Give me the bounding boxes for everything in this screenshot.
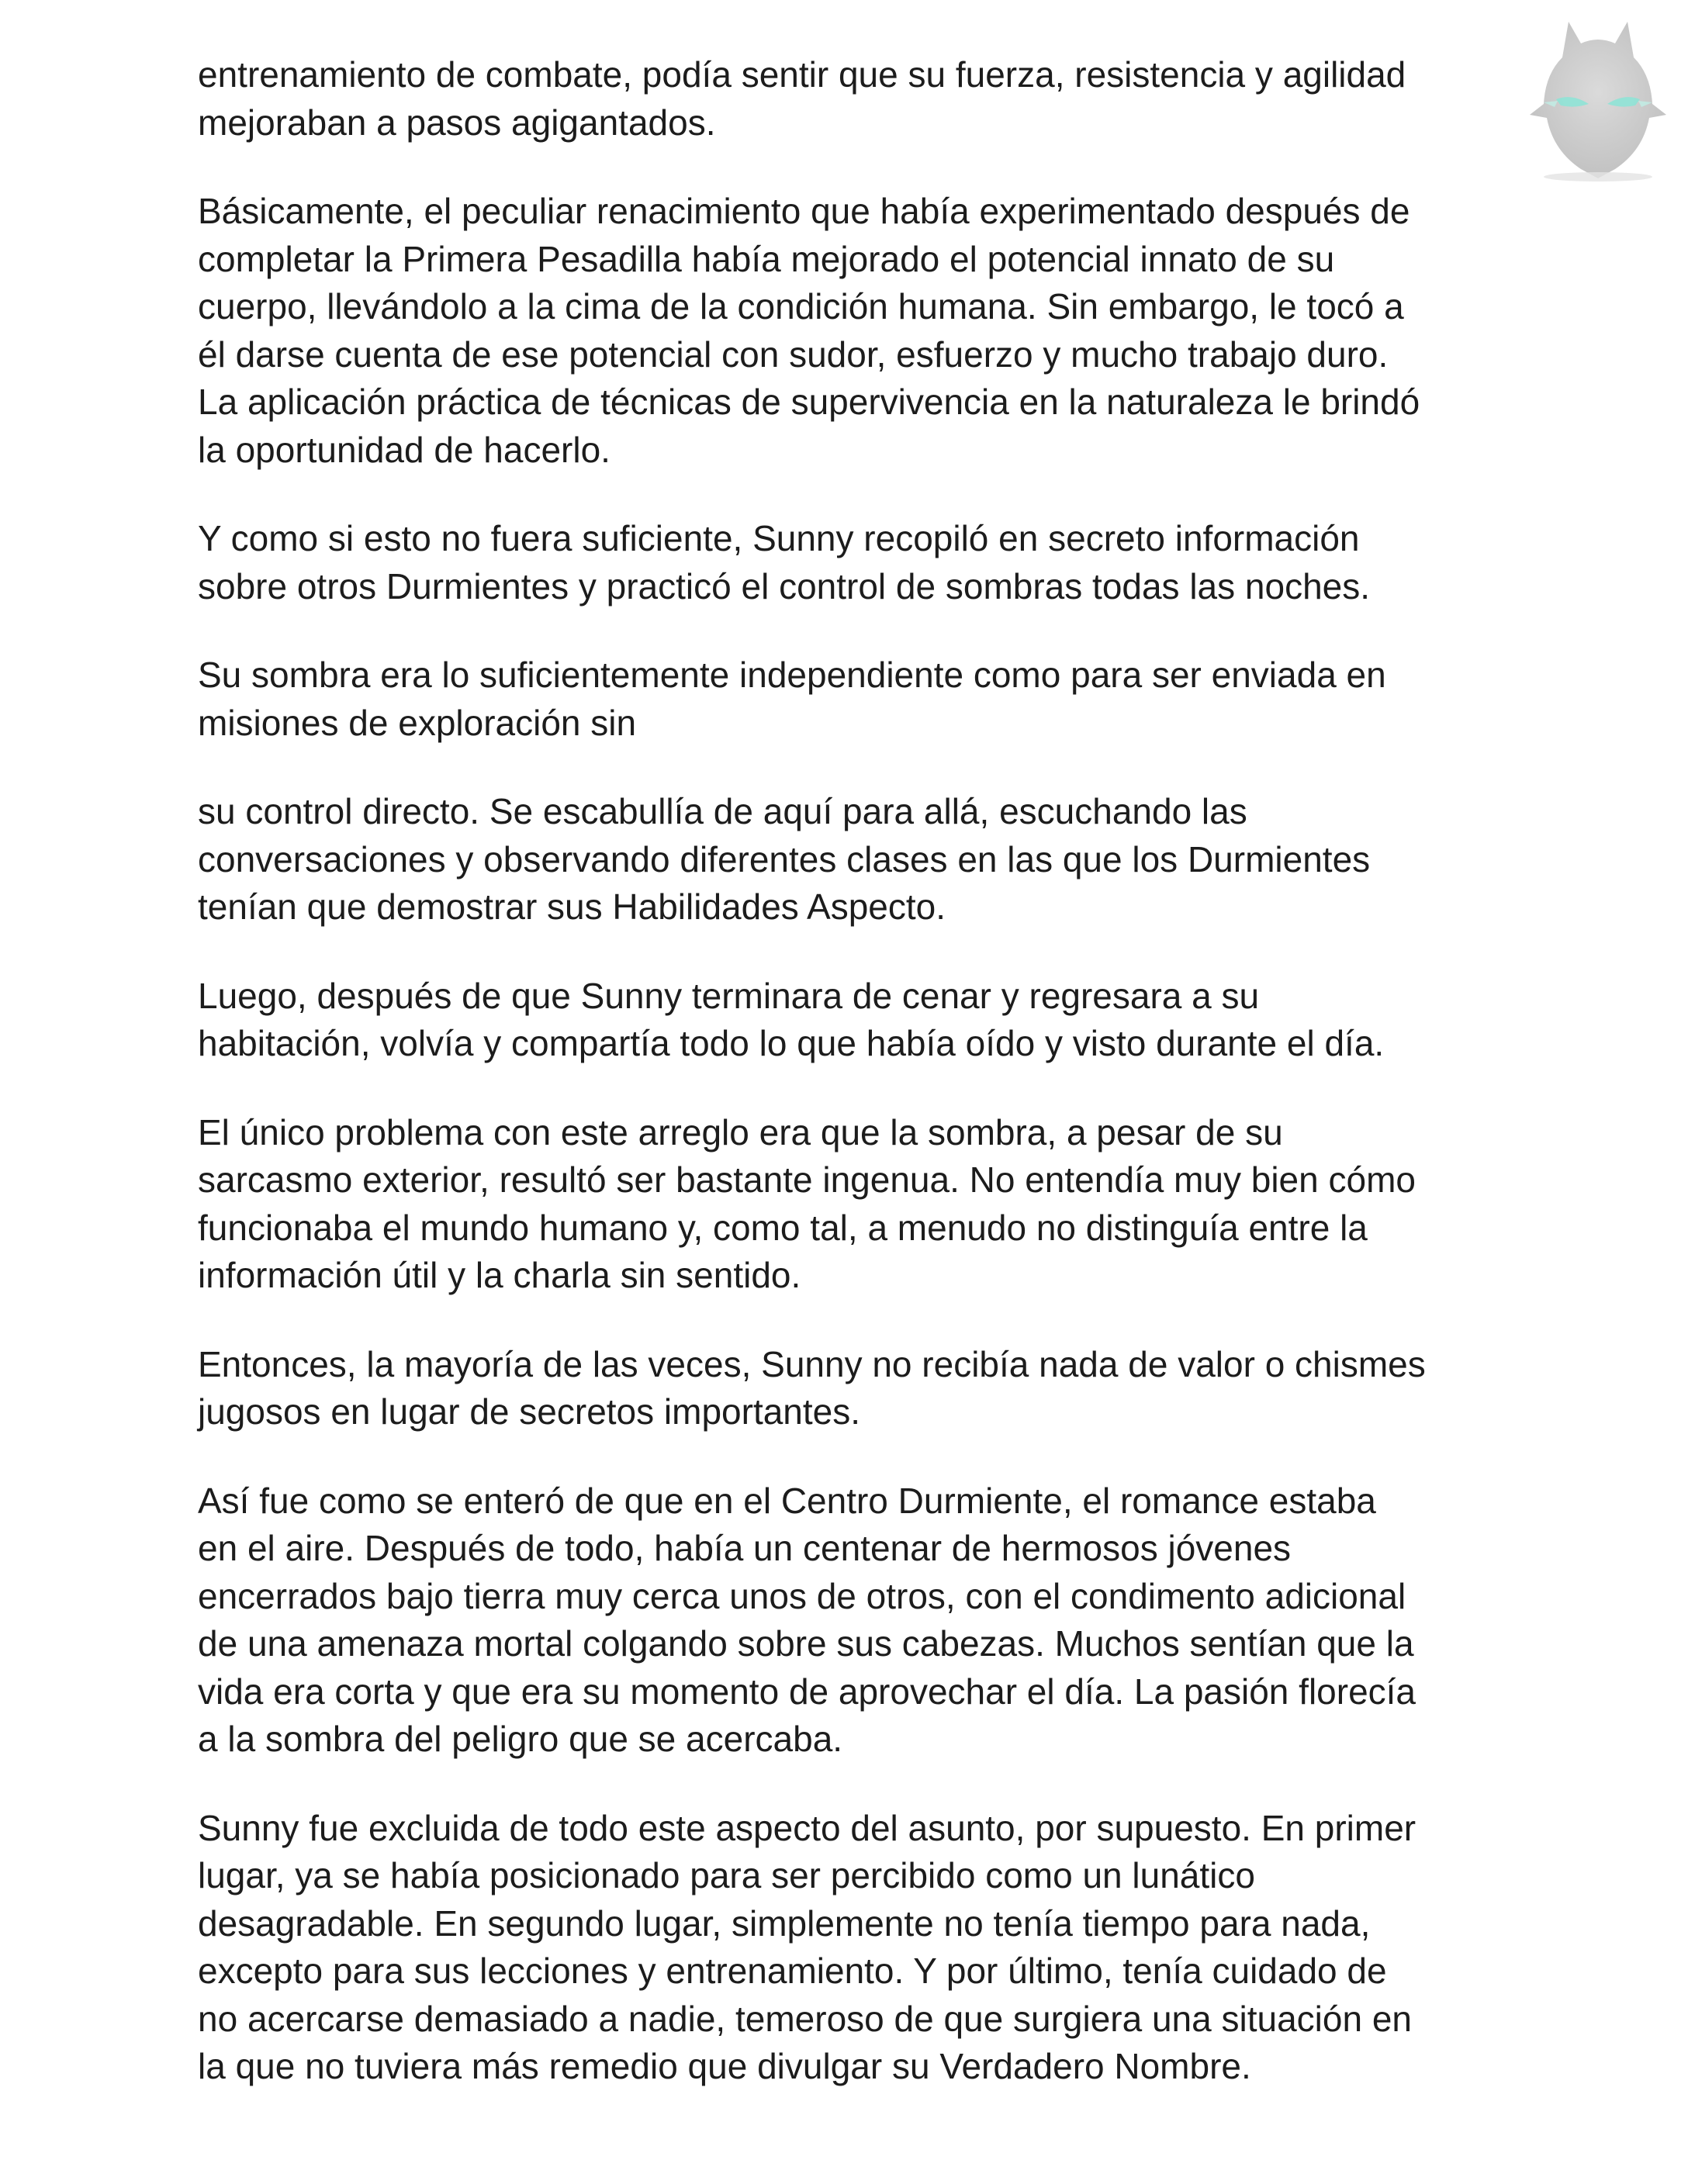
text-line: entrenamiento de combate, podía sentir que su fuerza, resistencia y agilidad <box>198 54 1406 95</box>
text-line: en el aire. Después de todo, había un centenar de hermosos jóvenes <box>198 1528 1292 1568</box>
text-line: lugar, ya se había posicionado para ser percibido como un lunático <box>198 1855 1255 1895</box>
document-body <box>198 51 1517 2132</box>
text-line: Luego, después de que Sunny terminara de cenar y regresara a su <box>198 975 1260 1016</box>
text-line: habitación, volvía y compartía todo lo que había oído y visto durante el día. <box>198 1023 1385 1063</box>
text-line: la que no tuviera más remedio que divulgar su Verdadero Nombre. <box>198 2046 1251 2086</box>
text-line: conversaciones y observando diferentes clases en las que los Durmientes <box>198 838 1371 879</box>
paragraph <box>198 51 1517 147</box>
watermark-head-shape <box>1530 22 1666 178</box>
text-line: cuerpo, llevándolo a la cima de la condición humana. Sin embargo, le tocó a <box>198 286 1404 327</box>
text-line: desagradable. En segundo lugar, simplemente no tenía tiempo para nada, <box>198 1902 1371 1944</box>
text-line: él darse cuenta de ese potencial con sudor, esfuerzo y mucho trabajo duro. <box>198 333 1389 375</box>
text-line: encerrados bajo tierra muy cerca unos de otros, con el condimento adicional <box>198 1575 1406 1616</box>
text-line: Sunny fue excluida de todo este aspecto del asunto, por supuesto. En primer <box>198 1807 1416 1848</box>
paragraph <box>198 788 1517 931</box>
paragraph <box>198 973 1517 1068</box>
paragraph <box>198 1805 1517 2091</box>
text-line: la oportunidad de hacerlo. <box>198 429 611 470</box>
text-line: Su sombra era lo suficientemente independiente como para ser enviada en <box>198 655 1386 695</box>
text-line: información útil y la charla sin sentido. <box>198 1255 801 1295</box>
text-line: sobre otros Durmientes y practicó el control de sombras todas las noches. <box>198 565 1371 606</box>
text-line: El único problema con este arreglo era que la sombra, a pesar de su <box>198 1111 1283 1152</box>
text-line: vida era corta y que era su momento de aprovechar el día. La pasión florecía <box>198 1671 1416 1712</box>
text-line: Y como si esto no fuera suficiente, Sunny recopiló en secreto información <box>198 518 1360 558</box>
paragraph <box>198 1477 1517 1764</box>
text-line: tenían que demostrar sus Habilidades Aspecto. <box>198 886 946 927</box>
paragraph <box>198 1341 1517 1436</box>
text-line: excepto para sus lecciones y entrenamiento. Y por último, tenía cuidado de <box>198 1951 1387 1991</box>
watermark-shadow <box>1544 172 1652 181</box>
text-line: misiones de exploración sin <box>198 702 637 743</box>
paragraph <box>198 1109 1517 1300</box>
text-line: La aplicación práctica de técnicas de supervivencia en la naturaleza le brindó <box>198 382 1420 422</box>
paragraph <box>198 188 1517 474</box>
text-line: de una amenaza mortal colgando sobre sus cabezas. Muchos sentían que la <box>198 1623 1414 1664</box>
text-line: su control directo. Se escabullía de aquí para allá, escuchando las <box>198 791 1247 831</box>
text-line: no acercarse demasiado a nadie, temeroso de que surgiera una situación en <box>198 1998 1412 2039</box>
demon-head-icon <box>1520 12 1676 183</box>
text-line: completar la Primera Pesadilla había mejorado el potencial innato de su <box>198 238 1335 279</box>
text-line: mejoraban a pasos agigantados. <box>198 102 716 143</box>
text-line: Así fue como se enteró de que en el Centro Durmiente, el romance estaba <box>198 1480 1376 1521</box>
paragraph <box>198 651 1517 747</box>
text-line: a la sombra del peligro que se acercaba. <box>198 1719 843 1759</box>
text-line: funcionaba el mundo humano y, como tal, a menudo no distinguía entre la <box>198 1207 1368 1248</box>
text-line: Entonces, la mayoría de las veces, Sunny no recibía nada de valor o chismes <box>198 1343 1426 1384</box>
paragraph <box>198 515 1517 610</box>
text-line: sarcasmo exterior, resultó ser bastante ingenua. No entendía muy bien cómo <box>198 1159 1416 1200</box>
text-line: Básicamente, el peculiar renacimiento que había experimentado después de <box>198 191 1410 231</box>
text-line: jugosos en lugar de secretos importantes. <box>198 1391 861 1432</box>
